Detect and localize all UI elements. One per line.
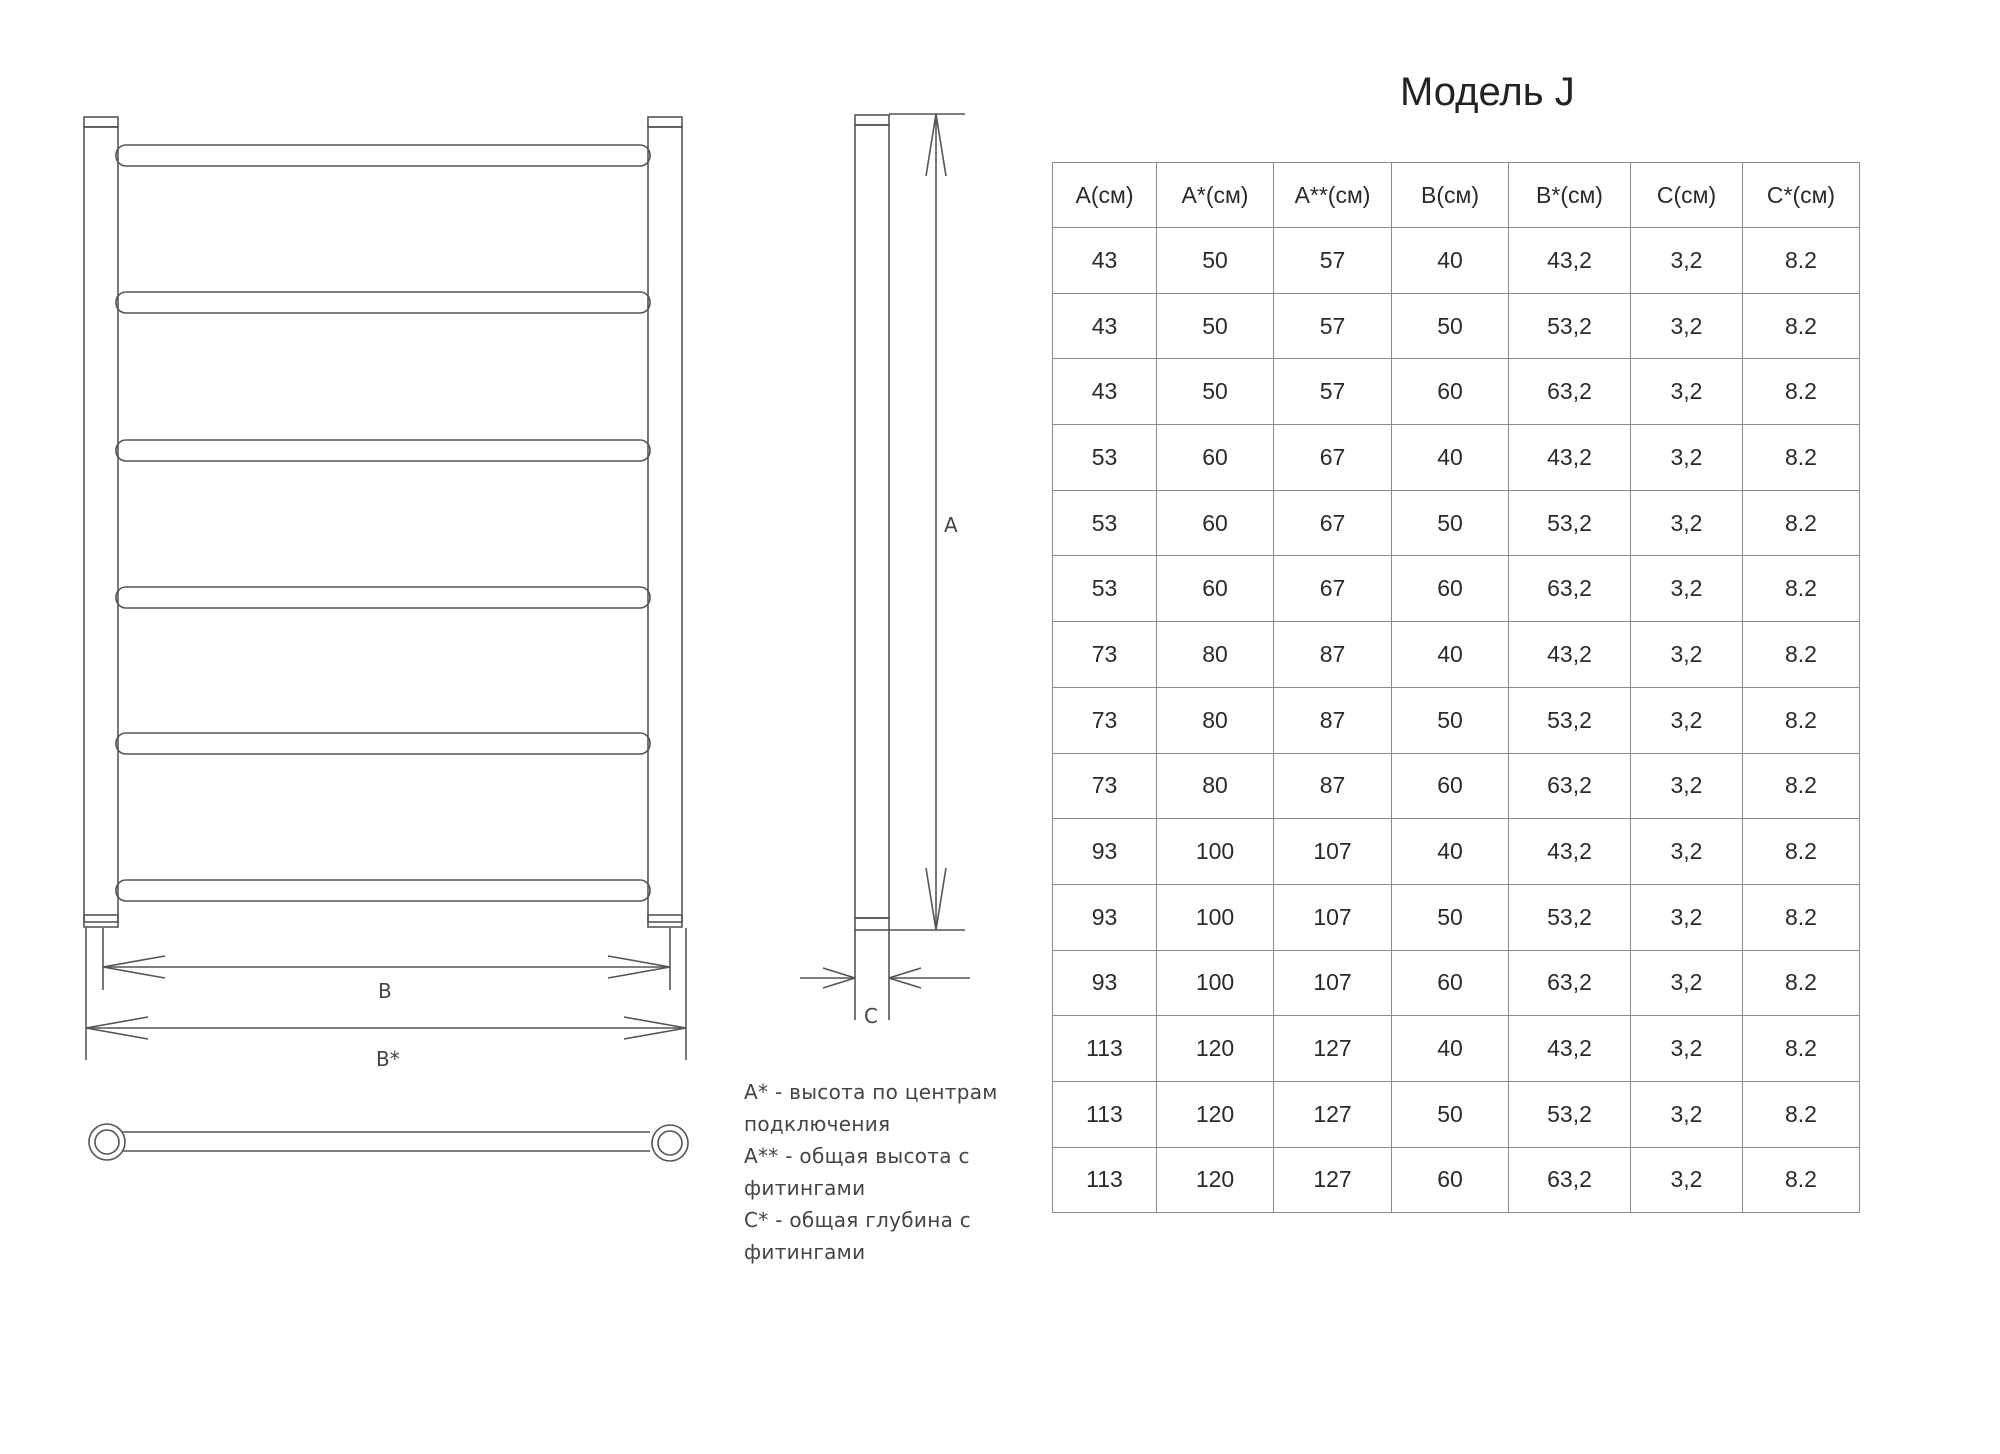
table-cell: 43: [1053, 228, 1157, 294]
table-cell: 53: [1053, 425, 1157, 491]
table-row: [1053, 622, 1860, 688]
column-header: A*(см): [1157, 163, 1274, 228]
top-view: [89, 1124, 688, 1161]
label-b-star: B*: [376, 1047, 400, 1071]
table-cell: 40: [1392, 425, 1509, 491]
table-cell: 3,2: [1631, 1016, 1743, 1082]
table-cell: 53: [1053, 556, 1157, 622]
table-cell: 3,2: [1631, 687, 1743, 753]
table-cell: 80: [1157, 622, 1274, 688]
table-cell: 3,2: [1631, 293, 1743, 359]
page-title: Модель J: [1400, 70, 1575, 114]
table-cell: 3,2: [1631, 819, 1743, 885]
table-cell: 87: [1274, 687, 1392, 753]
table-cell: 113: [1053, 1016, 1157, 1082]
table-cell: 43,2: [1509, 819, 1631, 885]
table-cell: 87: [1274, 622, 1392, 688]
table-cell: 3,2: [1631, 228, 1743, 294]
table-cell: 93: [1053, 884, 1157, 950]
table-cell: 50: [1157, 228, 1274, 294]
table-cell: 60: [1392, 950, 1509, 1016]
table-row: [1053, 228, 1860, 294]
table-cell: 8.2: [1743, 1147, 1860, 1213]
table-cell: 113: [1053, 1147, 1157, 1213]
table-cell: 63,2: [1509, 753, 1631, 819]
table-cell: 50: [1392, 490, 1509, 556]
table-cell: 43,2: [1509, 622, 1631, 688]
table-cell: 73: [1053, 622, 1157, 688]
table-cell: 40: [1392, 1016, 1509, 1082]
table-cell: 8.2: [1743, 490, 1860, 556]
table-cell: 50: [1392, 687, 1509, 753]
table-cell: 8.2: [1743, 884, 1860, 950]
table-cell: 127: [1274, 1016, 1392, 1082]
table-cell: 67: [1274, 490, 1392, 556]
table-cell: 3,2: [1631, 490, 1743, 556]
table-row: [1053, 950, 1860, 1016]
table-cell: 43,2: [1509, 425, 1631, 491]
table-cell: 60: [1392, 359, 1509, 425]
table-cell: 53: [1053, 490, 1157, 556]
table-row: [1053, 1016, 1860, 1082]
table-cell: 120: [1157, 1147, 1274, 1213]
table-cell: 8.2: [1743, 1081, 1860, 1147]
column-header: A(см): [1053, 163, 1157, 228]
notes: [744, 1076, 1064, 1268]
table-cell: 8.2: [1743, 753, 1860, 819]
table-cell: 8.2: [1743, 1016, 1860, 1082]
table-cell: 57: [1274, 293, 1392, 359]
table-cell: 53,2: [1509, 884, 1631, 950]
table-cell: 100: [1157, 819, 1274, 885]
table-cell: 3,2: [1631, 556, 1743, 622]
table-cell: 50: [1157, 293, 1274, 359]
table-cell: 73: [1053, 753, 1157, 819]
note-c-star: C* - общая глубина с фитингами: [744, 1208, 972, 1264]
table-cell: 60: [1392, 1147, 1509, 1213]
table-cell: 43,2: [1509, 1016, 1631, 1082]
table-cell: 127: [1274, 1147, 1392, 1213]
table-cell: 113: [1053, 1081, 1157, 1147]
table-cell: 40: [1392, 622, 1509, 688]
table-cell: 127: [1274, 1081, 1392, 1147]
column-header: A**(см): [1274, 163, 1392, 228]
table-cell: 93: [1053, 950, 1157, 1016]
table-cell: 120: [1157, 1016, 1274, 1082]
table-cell: 60: [1392, 556, 1509, 622]
table-cell: 3,2: [1631, 359, 1743, 425]
table-cell: 3,2: [1631, 884, 1743, 950]
table-cell: 43,2: [1509, 228, 1631, 294]
table-cell: 53,2: [1509, 490, 1631, 556]
table-cell: 53,2: [1509, 293, 1631, 359]
table-row: [1053, 556, 1860, 622]
side-view: [800, 114, 970, 1020]
column-header: C*(см): [1743, 163, 1860, 228]
table-cell: 8.2: [1743, 293, 1860, 359]
spec-table: [1052, 162, 1860, 1213]
table-cell: 8.2: [1743, 950, 1860, 1016]
table-cell: 8.2: [1743, 819, 1860, 885]
table-cell: 8.2: [1743, 359, 1860, 425]
table-cell: 50: [1157, 359, 1274, 425]
table-header-row: [1053, 163, 1860, 228]
table-cell: 63,2: [1509, 950, 1631, 1016]
table-cell: 100: [1157, 950, 1274, 1016]
table-row: [1053, 753, 1860, 819]
table-cell: 8.2: [1743, 228, 1860, 294]
table-cell: 107: [1274, 884, 1392, 950]
table-cell: 63,2: [1509, 1147, 1631, 1213]
table-cell: 8.2: [1743, 622, 1860, 688]
note-a-star: A* - высота по центрам подключения: [744, 1080, 998, 1136]
label-c: C: [864, 1004, 878, 1028]
table-row: [1053, 293, 1860, 359]
table-cell: 87: [1274, 753, 1392, 819]
table-cell: 60: [1157, 425, 1274, 491]
table-cell: 3,2: [1631, 753, 1743, 819]
table-cell: 8.2: [1743, 425, 1860, 491]
column-header: C(см): [1631, 163, 1743, 228]
table-row: [1053, 1081, 1860, 1147]
table-cell: 3,2: [1631, 425, 1743, 491]
table-cell: 50: [1392, 1081, 1509, 1147]
table-cell: 3,2: [1631, 1147, 1743, 1213]
rungs: [116, 145, 650, 901]
column-header: B(см): [1392, 163, 1509, 228]
label-a: A: [944, 513, 958, 537]
note-a-double-star: A** - общая высота с фитингами: [744, 1144, 970, 1200]
table-cell: 40: [1392, 228, 1509, 294]
table-row: [1053, 687, 1860, 753]
table-cell: 40: [1392, 819, 1509, 885]
table-cell: 3,2: [1631, 950, 1743, 1016]
table-cell: 3,2: [1631, 622, 1743, 688]
table-cell: 50: [1392, 884, 1509, 950]
table-cell: 63,2: [1509, 359, 1631, 425]
table-cell: 107: [1274, 950, 1392, 1016]
table-cell: 93: [1053, 819, 1157, 885]
table-row: [1053, 425, 1860, 491]
table-cell: 60: [1392, 753, 1509, 819]
table-cell: 80: [1157, 753, 1274, 819]
table-cell: 73: [1053, 687, 1157, 753]
table-cell: 53,2: [1509, 687, 1631, 753]
table-cell: 8.2: [1743, 556, 1860, 622]
table-cell: 57: [1274, 359, 1392, 425]
table-row: [1053, 1147, 1860, 1213]
left-post: [84, 117, 118, 927]
table-cell: 43: [1053, 293, 1157, 359]
table-row: [1053, 819, 1860, 885]
table-cell: 50: [1392, 293, 1509, 359]
table-cell: 53,2: [1509, 1081, 1631, 1147]
table-cell: 107: [1274, 819, 1392, 885]
table-cell: 63,2: [1509, 556, 1631, 622]
column-header: B*(см): [1509, 163, 1631, 228]
table-cell: 100: [1157, 884, 1274, 950]
table-cell: 3,2: [1631, 1081, 1743, 1147]
right-post: [648, 117, 682, 927]
table-cell: 67: [1274, 425, 1392, 491]
table-cell: 67: [1274, 556, 1392, 622]
table-row: [1053, 884, 1860, 950]
table-cell: 120: [1157, 1081, 1274, 1147]
table-cell: 60: [1157, 490, 1274, 556]
table-cell: 80: [1157, 687, 1274, 753]
table-cell: 8.2: [1743, 687, 1860, 753]
table-cell: 57: [1274, 228, 1392, 294]
table-row: [1053, 490, 1860, 556]
label-b: B: [378, 979, 392, 1003]
table-cell: 60: [1157, 556, 1274, 622]
table-row: [1053, 359, 1860, 425]
table-cell: 43: [1053, 359, 1157, 425]
